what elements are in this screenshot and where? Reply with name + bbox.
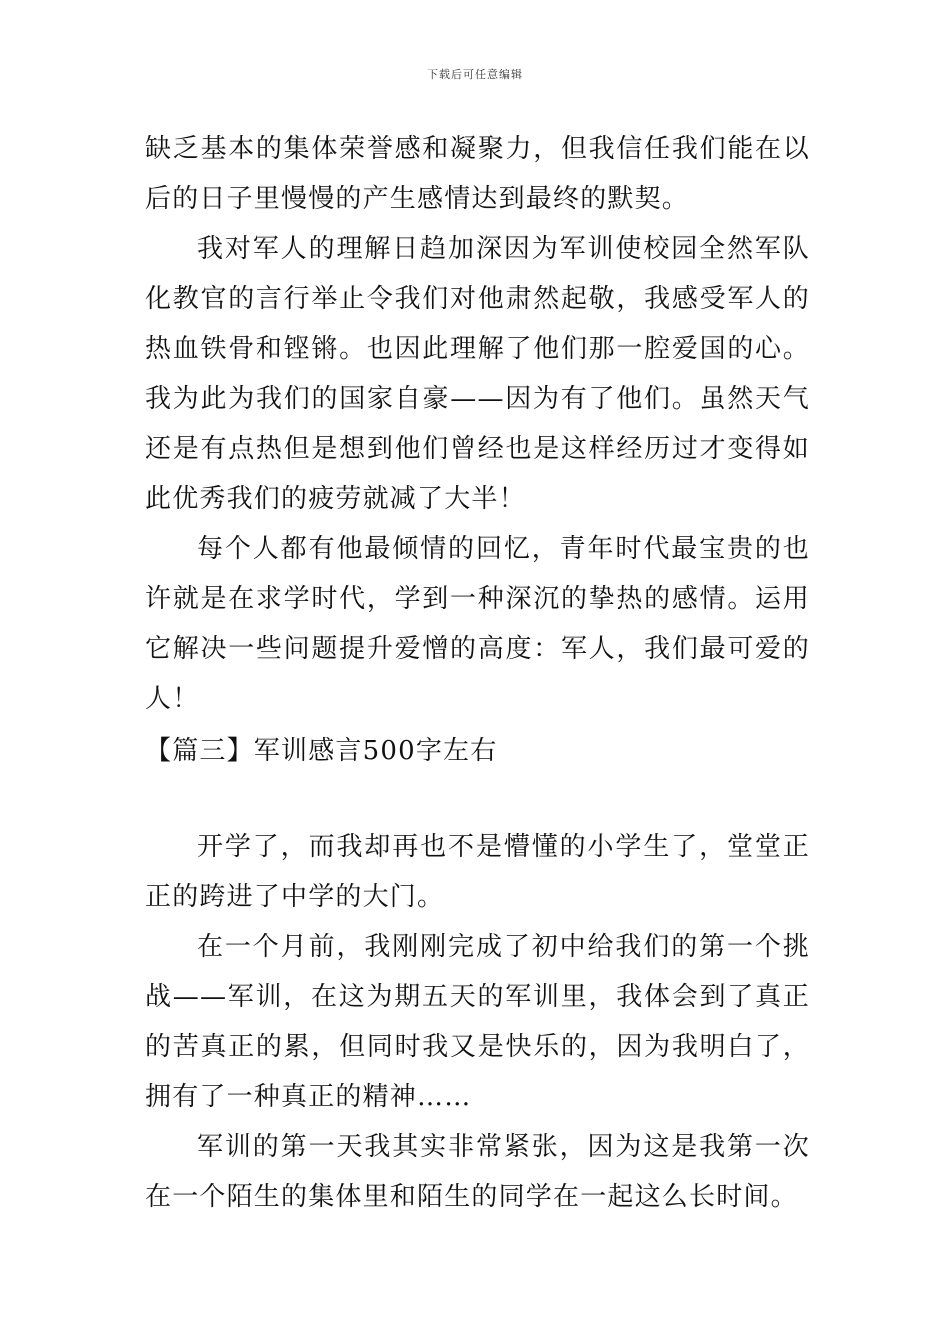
paragraph: 军训的第一天我其实非常紧张，因为这是我第一次在一个陌生的集体里和陌生的同学在一起这么长时间。 <box>145 1132 810 1212</box>
paragraph: 我对军人的理解日趋加深因为军训使校园全然军队化教官的言行举止令我们对他肃然起敬，我感受军人的热血铁骨和铿锵。也因此理解了他们那一腔爱国的心。我为此为我们的国家自豪——因为有了他们。虽然天气还是有点热但是想到他们曾经也是这样经历过才变得如此优秀我们的疲劳就减了大半！ <box>145 234 810 514</box>
paragraph: 开学了，而我却再也不是懵懂的小学生了，堂堂正正的跨进了中学的大门。 <box>145 832 810 912</box>
section-two-tail <box>145 124 810 724</box>
section-three-body <box>145 822 810 1222</box>
section-title: 【篇三】军训感言500字左右 <box>145 736 498 766</box>
paragraph: 每个人都有他最倾情的回忆，青年时代最宝贵的也许就是在求学时代，学到一种深沉的挚热的感情。运用它解决一些问题提升爱憎的高度：军人，我们最可爱的人！ <box>145 534 810 714</box>
paragraph: 在一个月前，我刚刚完成了初中给我们的第一个挑战——军训，在这为期五天的军训里，我体会到了真正的苦真正的累，但同时我又是快乐的，因为我明白了，拥有了一种真正的精神…… <box>145 932 810 1112</box>
page-header: 下载后可任意编辑 <box>427 68 523 81</box>
paragraph: 缺乏基本的集体荣誉感和凝聚力，但我信任我们能在以后的日子里慢慢的产生感情达到最终的默契。 <box>145 134 810 214</box>
section-three-heading <box>145 726 810 776</box>
